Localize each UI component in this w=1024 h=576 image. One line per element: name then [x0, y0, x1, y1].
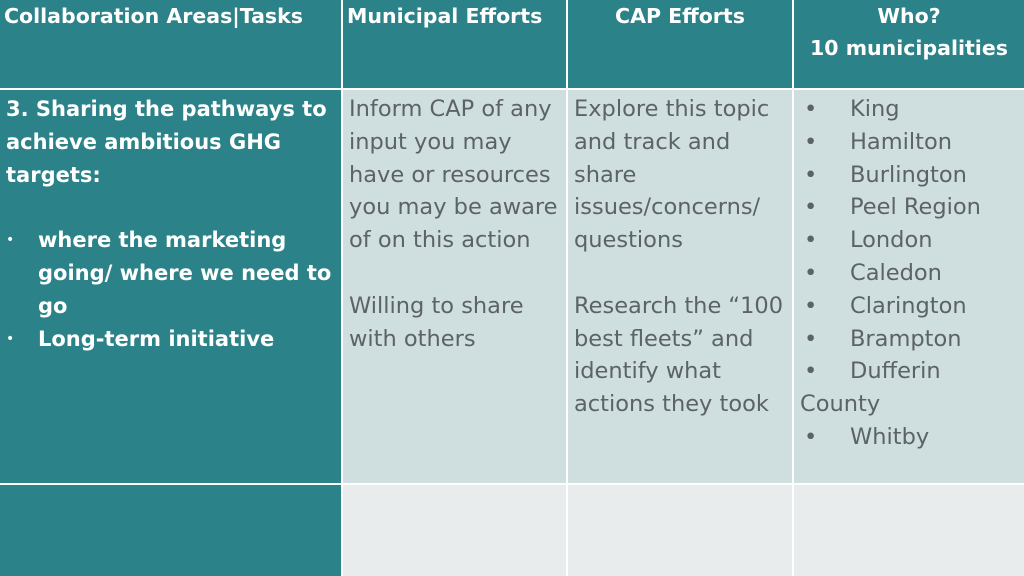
header-who-title: Who? — [877, 4, 941, 28]
bullet-icon: • — [804, 292, 818, 319]
municipality-item: • Burlington — [800, 159, 1020, 192]
municipality-item: • London — [800, 224, 1020, 257]
area-title: 3. Sharing the pathways to achieve ambitious GHG targets: — [6, 97, 327, 187]
bullet-icon: • — [804, 358, 818, 385]
bullet-icon: • — [804, 227, 818, 254]
municipal-efforts-cell — [343, 90, 568, 485]
bullet-icon: • — [804, 161, 818, 188]
header-who — [794, 0, 1024, 90]
cap-efforts-cell — [568, 90, 794, 485]
municipality-list — [800, 93, 1020, 454]
cap-paragraph-2: Research the “100 best fleets” and identify what actions they took — [574, 292, 784, 418]
empty-cell — [568, 485, 794, 576]
municipality-item: • Caledon — [800, 257, 1020, 290]
municipal-paragraph-2: Willing to share with others — [349, 292, 524, 352]
area-bullet-item: • where the marketing going/ where we need to go — [6, 224, 337, 322]
header-cap-efforts: CAP Efforts — [568, 0, 794, 90]
bullet-icon: • — [804, 259, 818, 286]
empty-cell — [343, 485, 568, 576]
empty-cell — [0, 485, 343, 576]
bullet-icon: • — [804, 194, 818, 221]
municipality-item: • Whitby — [800, 421, 1020, 454]
area-bullet-list — [6, 224, 337, 355]
who-cell — [794, 90, 1024, 485]
header-municipal-efforts: Municipal Efforts — [343, 0, 568, 90]
municipality-item: • Hamilton — [800, 126, 1020, 159]
area-cell — [0, 90, 343, 485]
area-bullet-item: • Long-term initiative — [6, 323, 337, 356]
bullet-icon: • — [804, 423, 818, 450]
municipal-paragraph-1: Inform CAP of any input you may have or resources you may be aware of on this action — [349, 96, 558, 254]
bullet-icon: • — [804, 128, 818, 155]
municipality-item: • King — [800, 93, 1020, 126]
header-collaboration-areas: Collaboration Areas|Tasks — [0, 0, 343, 90]
municipality-item: • Dufferin — [800, 355, 1020, 388]
empty-cell — [794, 485, 1024, 576]
municipality-item-continued: County — [800, 391, 881, 418]
municipality-item: • Brampton — [800, 323, 1020, 356]
municipality-item: • Peel Region — [800, 191, 1020, 224]
bullet-icon: • — [804, 96, 818, 122]
bullet-icon: • — [6, 330, 15, 347]
header-who-subtitle: 10 municipalities — [810, 36, 1008, 60]
bullet-icon: • — [6, 232, 15, 249]
cap-paragraph-1: Explore this topic and track and share issues/concerns/ questions — [574, 96, 770, 254]
bullet-icon: • — [804, 325, 818, 352]
municipality-item: • Clarington — [800, 290, 1020, 323]
